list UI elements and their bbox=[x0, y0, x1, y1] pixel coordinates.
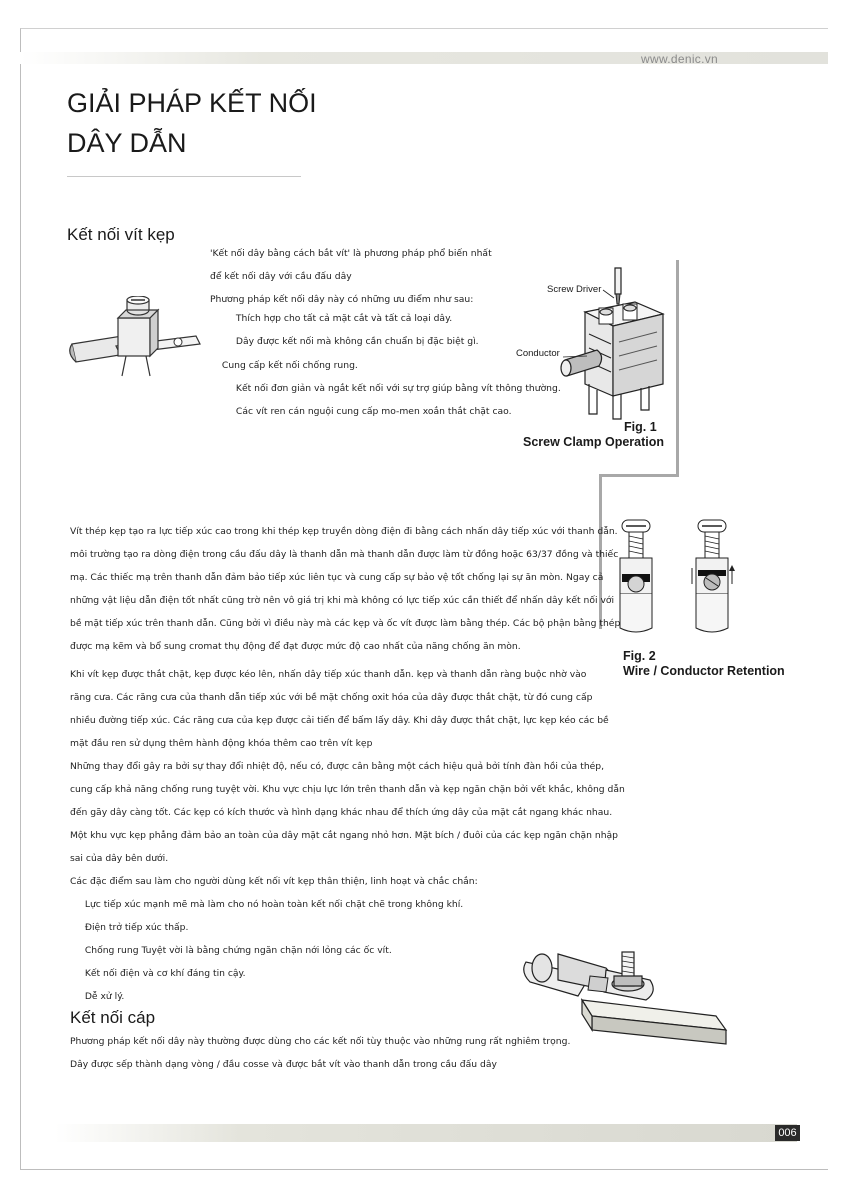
paragraph-line: sai của dây bên dưới. bbox=[70, 853, 169, 864]
paragraph-line: Khi vít kẹp được thắt chặt, kẹp được kéo lên, nhấn dây tiếp xúc thanh dẫn. kẹp và thanh dẫn ràng buộc nhờ vào bbox=[70, 669, 587, 680]
intro-line: 'Kết nối dây bằng cách bắt vít' là phương pháp phổ biến nhất bbox=[210, 248, 492, 259]
intro-text bbox=[210, 242, 492, 311]
page-number: 006 bbox=[775, 1125, 800, 1141]
cable-text bbox=[70, 1030, 570, 1076]
paragraph-line: răng cưa. Các răng cưa của thanh dẫn tiếp xúc với bề mặt chống oxit hóa của dây được thắt chặt, từ đó cung cấp bbox=[70, 692, 593, 703]
title-divider bbox=[67, 176, 301, 177]
paragraph-line: Một khu vực kẹp phẳng đảm bảo an toàn của dây mặt cắt ngang nhỏ hơn. Mặt bích / đuôi của các kẹp ngăn chặn nhập bbox=[70, 830, 618, 841]
paragraph-line: Những thay đổi gây ra bởi sự thay đổi nhiệt độ, nếu có, được cân bằng một cách hiệu quả bởi tính đàn hồi của thép, bbox=[70, 761, 605, 772]
paragraph-line: mạ. Các thiếc mạ trên thanh dẫn đảm bảo tiếp xúc liên tục và cung cấp sự bảo vệ tốt chống lại sự ăn mòn. Ngay cả bbox=[70, 572, 604, 583]
list-item: Chống rung Tuyệt vời là bằng chứng ngăn chặn nới lỏng các ốc vít. bbox=[84, 945, 392, 956]
body-paragraph-1 bbox=[70, 520, 620, 658]
clamp-tight bbox=[692, 520, 732, 632]
fig1-caption: Screw Clamp Operation bbox=[523, 435, 665, 449]
paragraph-line: Vít thép kẹp tạo ra lực tiếp xúc cao trong khi thép kẹp truyền dòng điện đi bằng cách nhấn dây tiếp xúc với thanh dẫn. bbox=[70, 526, 618, 537]
fig2-number: Fig. 2 bbox=[623, 649, 656, 663]
section-heading-cable: Kết nối cáp bbox=[70, 1008, 156, 1027]
fig2-retention-illustration bbox=[612, 518, 762, 640]
fig2-caption: Wire / Conductor Retention bbox=[623, 664, 785, 678]
advantages-list bbox=[210, 307, 561, 423]
page-title bbox=[67, 84, 317, 162]
paragraph-line: nhiều đường tiếp xúc. Các răng cưa của kẹp được cải tiến để bấm lấy dây. Khi dây được thắt chặt, lực kẹp kéo các bề bbox=[70, 715, 609, 726]
features-list bbox=[70, 893, 463, 1008]
section-heading-screw: Kết nối vít kẹp bbox=[67, 225, 175, 244]
fig1-frame-right bbox=[676, 260, 679, 476]
list-item: Điện trở tiếp xúc thấp. bbox=[84, 922, 189, 933]
list-item: Các vít ren cán nguội cung cấp mo-men xoắn thắt chặt cao. bbox=[235, 406, 512, 418]
paragraph-line: đến gãy dây càng tốt. Các kẹp có kích thước và hình dạng khác nhau để thích ứng dây của mặt cắt ngang khác nhau. bbox=[70, 807, 613, 818]
paragraph-line: những vật liệu dẫn điện tốt nhất cũng trờ nên vô giá trị khi mà không có lực tiếp xúc cần thiết để nhấn dây kết nối với bbox=[70, 595, 615, 606]
intro-line: để kết nối dây với cầu đấu dây bbox=[210, 271, 352, 282]
paragraph-line: được mạ kẽm và bổ sung cromat thụ động để đạt được mức độ cao nhất của năng chống ăn mòn. bbox=[70, 641, 521, 652]
list-item: Kết nối đơn giản và ngắt kết nối với sự trợ giúp bằng vít thông thường. bbox=[235, 382, 561, 394]
intro-line: Phương pháp kết nối dây này có những ưu điểm như sau: bbox=[210, 294, 474, 305]
callout-conductor: Conductor bbox=[516, 348, 560, 359]
list-item: Kết nối điện và cơ khí đáng tin cậy. bbox=[84, 968, 246, 979]
paragraph-line: mặt đầu ren sử dụng thêm hành động khóa thêm cao trên vít kẹp bbox=[70, 738, 373, 749]
paragraph-line: bề mặt tiếp xúc trên thanh dẫn. Cũng bởi vì điều này mà các kẹp và ốc vít được làm bằng thép. Các bộ phận bằng thép bbox=[70, 618, 621, 629]
title-line-2: DÂY DẪN bbox=[67, 128, 187, 158]
list-item: Thích hợp cho tất cả mặt cắt và tất cả loại dây. bbox=[235, 313, 453, 324]
list-item: Cung cấp kết nối chống rung. bbox=[221, 359, 358, 371]
list-item: Dễ xử lý. bbox=[84, 991, 125, 1002]
footer-band bbox=[55, 1124, 797, 1142]
callout-screw-driver: Screw Driver bbox=[547, 284, 602, 295]
paragraph-line: môi trường tạo ra dòng điện trong cầu đấu dây là thanh dẫn mà thanh dẫn được làm từ đồng hoặc 63/37 đồng và thiếc bbox=[70, 549, 619, 560]
fig1-frame-bottom bbox=[599, 474, 679, 477]
paragraph-line: cung cấp khả năng chống rung tuyệt vời. Khu vực chịu lực lớn trên thanh dẫn và kẹp ngăn chặn bởi vết khắc, không dẫn bbox=[70, 784, 625, 795]
website-url[interactable]: www.denic.vn bbox=[641, 52, 718, 66]
list-item: Lực tiếp xúc mạnh mẽ mà làm cho nó hoàn toàn kết nối chặt chẽ trong không khí. bbox=[84, 899, 464, 910]
paragraph-line: Các đặc điểm sau làm cho người dùng kết nối vít kẹp thân thiện, linh hoạt và chắc chắn: bbox=[70, 876, 478, 887]
title-line-1: GIẢI PHÁP KẾT NỐI bbox=[67, 88, 317, 118]
fig1-number: Fig. 1 bbox=[624, 420, 657, 434]
list-item: Dây được kết nối mà không cần chuẩn bị đặc biệt gì. bbox=[235, 336, 479, 348]
paragraph-line: Phương pháp kết nối dây này thường được dùng cho các kết nối tùy thuộc vào những rung rất nghiêm trọng. bbox=[70, 1036, 571, 1047]
screw-clamp-illustration bbox=[66, 296, 206, 386]
paragraph-line: Dây được sếp thành dạng vòng / đầu cosse và được bắt vít vào thanh dẫn trong cầu đấu dây bbox=[70, 1059, 497, 1070]
clamp-open bbox=[620, 520, 652, 632]
body-paragraph-2 bbox=[70, 663, 625, 893]
